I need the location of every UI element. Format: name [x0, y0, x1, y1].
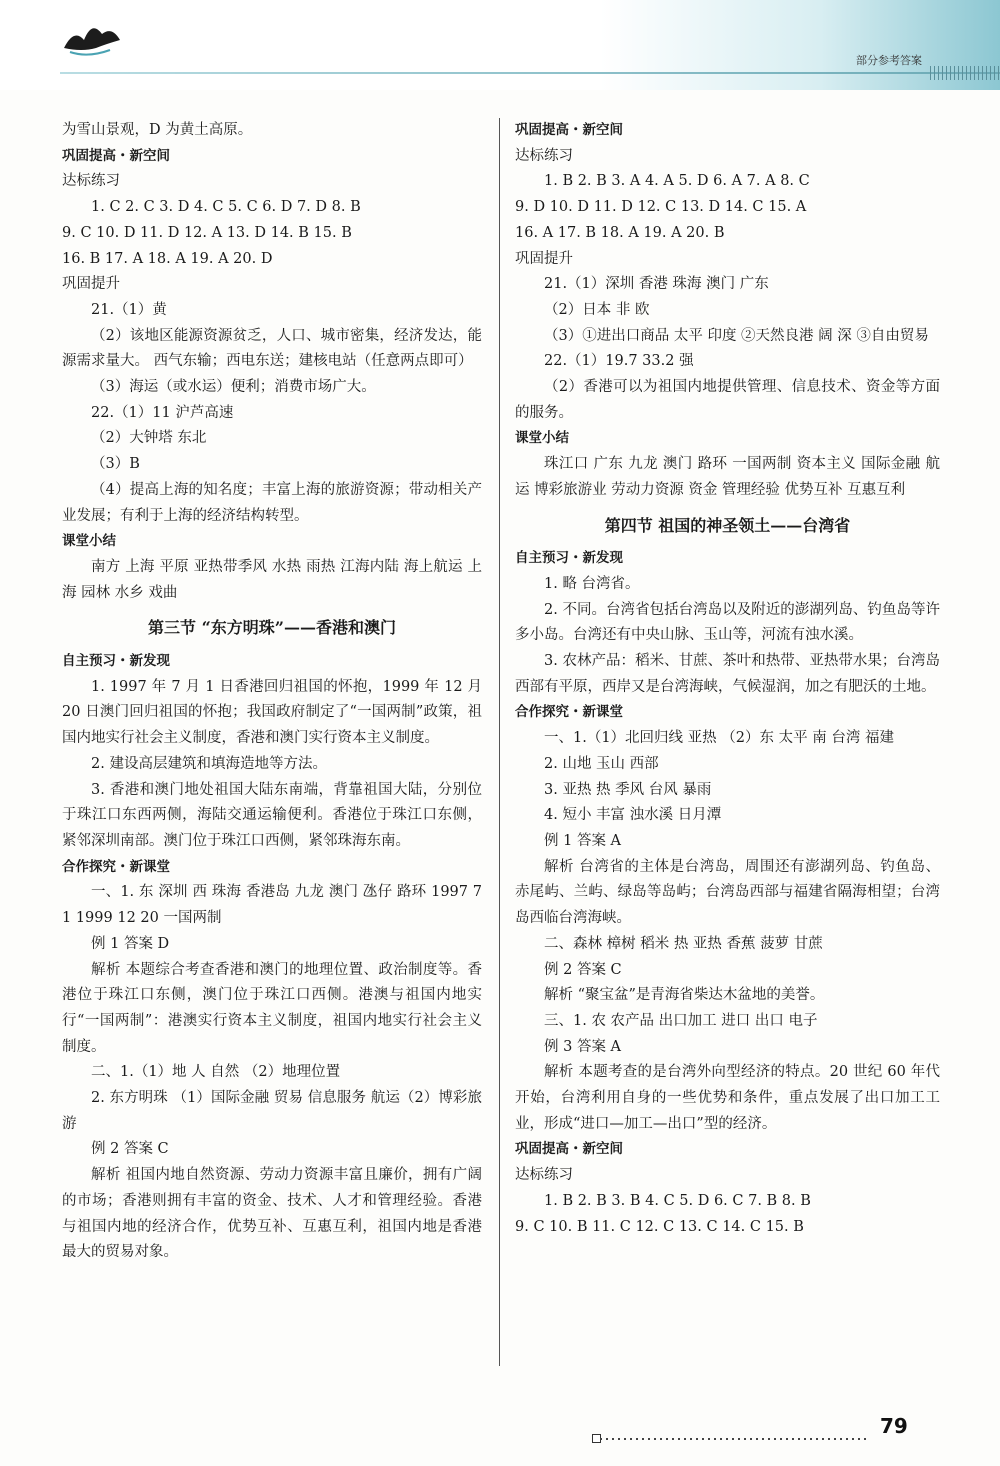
answer-line: 9. C 10. D 11. D 12. A 13. D 14. B 15. B: [62, 224, 352, 241]
answer-line: （2）该地区能源资源贫乏，人口、城市密集，经济发达，能源需求量大。 西气东输；西电东送；建核电站（任意两点即可）: [62, 327, 482, 370]
footer-dotted-line: [600, 1438, 870, 1440]
answer-line: 22.（1）11 沪芦高速: [91, 404, 234, 421]
left-column: [62, 118, 482, 1266]
answer-line: 一、1. 东 深圳 西 珠海 香港岛 九龙 澳门 氹仔 路环 1997 7 1 1999 12 20 一国两制: [62, 884, 482, 927]
right-column: [515, 118, 940, 1240]
subheading: 巩固提高・新空间: [515, 1141, 623, 1158]
page-number: 79: [880, 1414, 908, 1438]
answer-line: 1. B 2. B 3. B 4. C 5. D 6. C 7. B 8. B: [544, 1192, 811, 1209]
answer-line: 9. C 10. B 11. C 12. C 13. C 14. C 15. B: [515, 1218, 804, 1235]
answer-line: 南方 上海 平原 亚热带季风 水热 雨热 江海内陆 海上航运 上海 园林 水乡 戏曲: [62, 558, 482, 601]
answer-line: 达标练习: [515, 1167, 573, 1184]
answer-line: 3. 亚热 热 季风 台风 暴雨: [544, 781, 712, 798]
answer-line: 达标练习: [62, 173, 120, 190]
answer-line: （2）香港可以为祖国内地提供管理、信息技术、资金等方面的服务。: [515, 379, 940, 421]
bird-logo-icon: [62, 18, 122, 58]
answer-line: 例 2 答案 C: [91, 1141, 169, 1158]
answer-line: 1. 1997 年 7 月 1 日香港回归祖国的怀抱，1999 年 12 月 20 日澳门回归祖国的怀抱；我国政府制定了“一国两制”政策，祖国内地实行社会主义制度，香港和澳门实行资本主义制度。: [62, 678, 482, 747]
answer-line: 1. B 2. B 3. A 4. A 5. D 6. A 7. A 8. C: [544, 173, 810, 190]
answer-line: 21.（1）黄: [91, 301, 167, 318]
answer-line: 16. A 17. B 18. A 19. A 20. B: [515, 224, 725, 241]
answer-line: 巩固提升: [515, 250, 573, 267]
subheading: 自主预习・新发现: [62, 653, 170, 670]
subheading: 合作探究・新课堂: [515, 704, 623, 721]
answer-line: 1. C 2. C 3. D 4. C 5. C 6. D 7. D 8. B: [91, 199, 361, 216]
header-band: [0, 0, 1000, 90]
subheading: 课堂小结: [62, 533, 116, 550]
answer-line: 2. 建设高层建筑和填海造地等方法。: [91, 755, 327, 772]
column-divider: [499, 118, 500, 1366]
header-label: 部分参考答案: [856, 54, 922, 67]
answer-line: 2. 不同。台湾省包括台湾岛以及附近的澎湖列岛、钓鱼岛等许多小岛。台湾还有中央山脉、玉山等，河流有浊水溪。: [515, 601, 940, 644]
section-title: 第四节 祖国的神圣领土——台湾省: [604, 515, 851, 535]
answer-line: （3）①进出口商品 太平 印度 ②天然良港 阔 深 ③自由贸易: [544, 327, 929, 344]
answer-line: 解析 本题考查的是台湾外向型经济的特点。20 世纪 60 年代开始，台湾利用自身的一些优势和条件，重点发展了出口加工工业，形成“进口—加工—出口”型的经济。: [515, 1064, 940, 1132]
answer-line: 3. 香港和澳门地处祖国大陆东南端，背靠祖国大陆，分别位于珠江口东西两侧，海陆交通运输便利。香港位于珠江口东侧，紧邻深圳南部。澳门位于珠江口西侧，紧邻珠海东南。: [62, 781, 482, 849]
answer-line: 二、森林 樟树 稻米 热 亚热 香蕉 菠萝 甘蔗: [544, 935, 823, 952]
answer-line: 例 2 答案 C: [544, 961, 622, 978]
answer-line: （3）B: [91, 456, 140, 473]
answer-line: （2）大钟塔 东北: [91, 430, 207, 447]
answer-line: 21.（1）深圳 香港 珠海 澳门 广东: [544, 276, 769, 293]
subheading: 巩固提高・新空间: [515, 122, 623, 138]
answer-line: 巩固提升: [62, 276, 120, 293]
answer-line: 达标练习: [515, 147, 573, 164]
answer-line: 2. 山地 玉山 西部: [544, 755, 659, 772]
answer-line: 解析 “聚宝盆”是青海省柴达木盆地的美誉。: [544, 987, 825, 1004]
subheading: 课堂小结: [515, 430, 569, 447]
answer-line: 一、1.（1）北回归线 亚热 （2）东 太平 南 台湾 福建: [544, 730, 894, 747]
header-ticks: [930, 66, 1000, 80]
answer-line: 三、1. 农 农产品 出口加工 进口 出口 电子: [544, 1012, 818, 1029]
answer-line: 4. 短小 丰富 浊水溪 日月潭: [544, 807, 722, 824]
answer-line: 珠江口 广东 九龙 澳门 路环 一国两制 资本主义 国际金融 航运 博彩旅游业 劳动力资源 资金 管理经验 优势互补 互惠互利: [515, 456, 940, 498]
answer-line: 16. B 17. A 18. A 19. A 20. D: [62, 250, 273, 267]
answer-line: 解析 本题综合考查香港和澳门的地理位置、政治制度等。香港位于珠江口东侧，澳门位于珠江口西侧。港澳与祖国内地实行“一国两制”：港澳实行资本主义制度，祖国内地实行社会主义制度。: [62, 961, 482, 1055]
answer-line: 为雪山景观，D 为黄土高原。: [62, 122, 253, 138]
answer-line: （2）日本 非 欧: [544, 301, 650, 318]
subheading: 巩固提高・新空间: [62, 147, 170, 164]
answer-line: 例 1 答案 D: [91, 935, 170, 952]
answer-line: 9. D 10. D 11. D 12. C 13. D 14. C 15. A: [515, 199, 807, 216]
answer-line: （3）海运（或水运）便利；消费市场广大。: [91, 379, 376, 396]
answer-line: 22.（1）19.7 33.2 强: [544, 353, 694, 370]
answer-line: 解析 台湾省的主体是台湾岛，周围还有澎湖列岛、钓鱼岛、赤尾屿、兰屿、绿岛等岛屿；台湾岛西部与福建省隔海相望；台湾岛西临台湾海峡。: [515, 858, 940, 927]
answer-line: 1. 略 台湾省。: [544, 575, 640, 592]
answer-line: 例 3 答案 A: [544, 1038, 622, 1055]
answer-line: （4）提高上海的知名度；丰富上海的旅游资源；带动相关产业发展；有利于上海的经济结构转型。: [62, 481, 482, 524]
answer-line: 2. 东方明珠 （1）国际金融 贸易 信息服务 航运（2）博彩旅游: [62, 1090, 482, 1132]
header-line: [60, 72, 1000, 74]
answer-line: 3. 农林产品：稻米、甘蔗、茶叶和热带、亚热带水果；台湾岛西部有平原，西岸又是台湾海峡，气候湿润，加之有肥沃的土地。: [515, 653, 940, 695]
section-title: 第三节 “东方明珠”——香港和澳门: [148, 618, 396, 638]
answer-line: 二、1.（1）地 人 自然 （2）地理位置: [91, 1064, 341, 1081]
answer-line: 例 1 答案 A: [544, 832, 622, 849]
answer-line: 解析 祖国内地自然资源、劳动力资源丰富且廉价，拥有广阔的市场；香港则拥有丰富的资金、技术、人才和管理经验。香港与祖国内地的经济合作，优势互补、互惠互利，祖国内地是香港最大的贸易对象。: [62, 1167, 482, 1261]
subheading: 合作探究・新课堂: [62, 858, 170, 875]
subheading: 自主预习・新发现: [515, 550, 623, 567]
